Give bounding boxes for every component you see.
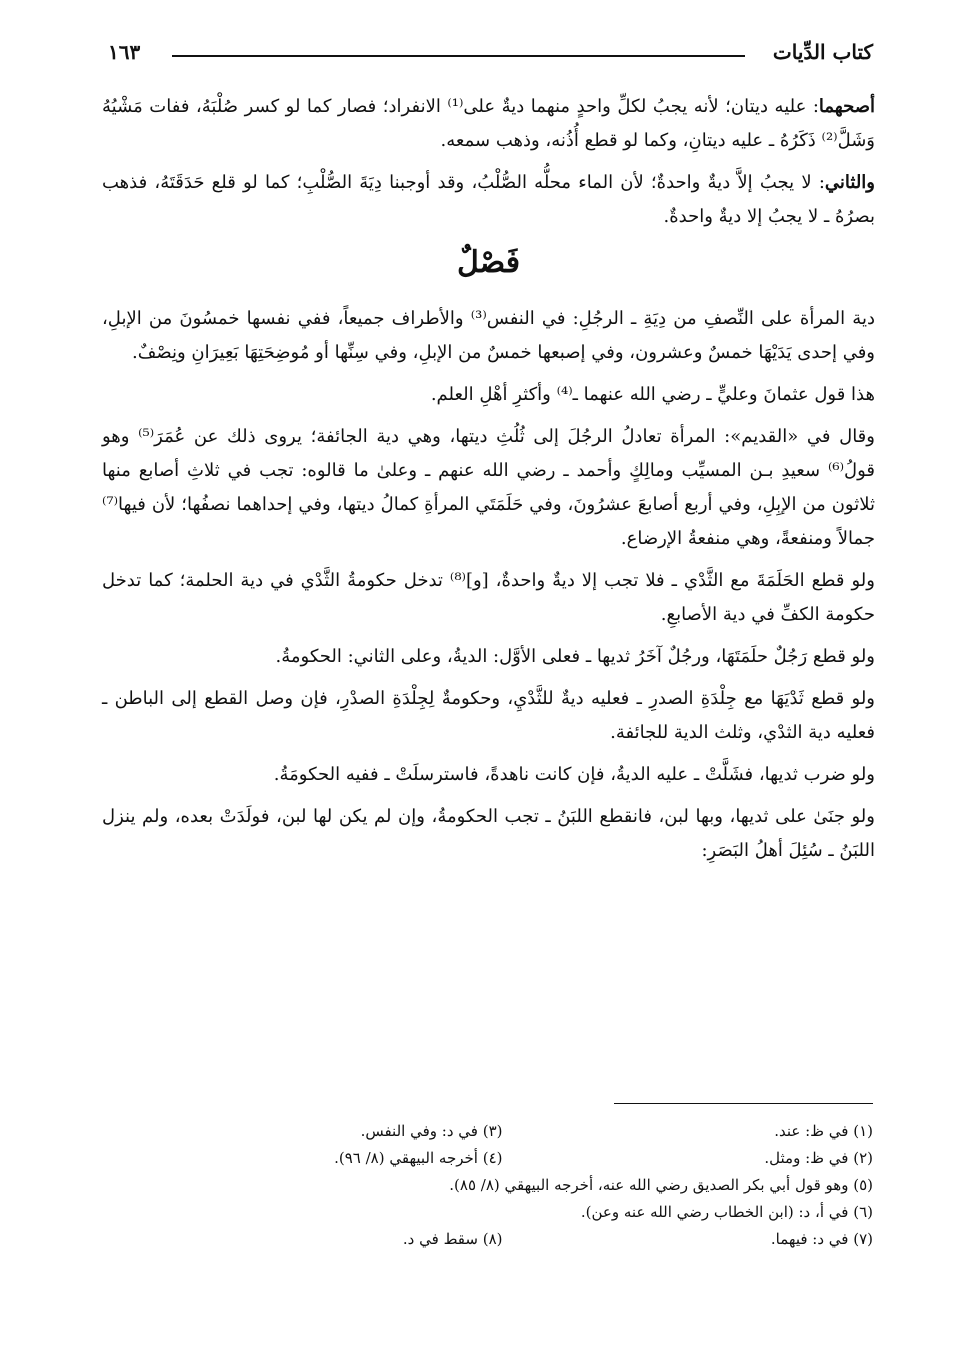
paragraph xyxy=(102,166,875,234)
header-rule xyxy=(172,55,745,57)
paragraph-text: : لا يجبُ إلاَّ ديةٌ واحدةٌ؛ لأن الماء محلُّه الصُّلْبُ، وقد أوجبنا دِيَةَ الصُّلْبِ؛ كما لو قلع حَدَقَتَهُ، فذهب بصرُهُ ـ لا يجبُ إلا ديةٌ واحدةٌ. xyxy=(102,172,875,227)
footnote-row xyxy=(132,1226,873,1253)
paragraph-text: : عليه ديتان؛ لأنه يجبُ لكلِّ واحدٍ منهما ديةٌ على⁽¹⁾ الانفراد؛ فصار كما لو كسر صُلْبَهُ، ففات مَشْيُهُ وَشَلَّ⁽²⁾ ذَكَرُهُ ـ عليه ديتانِ، وكما لو قطع أُذُنه، وذهب سمعه. xyxy=(102,96,875,151)
footnote: (٨) سقط في د. xyxy=(402,1230,503,1248)
footnote: (٥) وهو قول أبي بكر الصديق رضي الله عنه، أخرجه البيهقي (٨/ ٨٥). xyxy=(449,1176,873,1194)
paragraph-lead: والثاني xyxy=(824,172,875,193)
footnote: (١) في ظ: عند. xyxy=(774,1122,873,1140)
page-header xyxy=(108,38,873,74)
running-title: كتاب الدِّيات xyxy=(772,40,873,64)
footnote: (٧) في د: فيهما. xyxy=(770,1230,873,1248)
paragraph: ولو قطع رَجُلٌ حلَمَتَهَا، ورجُلٌ آخَرُ ثديها ـ فعلى الأوَّل: الديةُ، وعلى الثاني: الحكومةُ. xyxy=(275,646,875,667)
paragraph: ولو جنَىٰ على ثديها، وبها لبن، فانقطع اللبَنُ ـ تجب الحكومةُ، وإن لم يكن لها لبن، فولَدَتْ بعده، ولم ينزل اللبَنُ ـ سُئِلَ أهلُ البَصَرِ: xyxy=(102,806,875,861)
footnote: (٤) أخرجه البيهقي (٨/ ٩٦). xyxy=(334,1149,503,1167)
footnotes xyxy=(132,1118,873,1253)
paragraph: ولو ضرب ثديها، فشَلَّتْ ـ عليه الديةُ، فإن كانت ناهدةً، فاسترسلَتْ ـ ففيه الحكومَةُ. xyxy=(273,764,875,785)
footnote: (٣) في د: وفي النفس. xyxy=(360,1122,503,1140)
paragraph: ولو قطع ثَدْيَهَا مع جِلْدَةِ الصدرِ ـ فعليه ديةٌ للثَّدْيِ، وحكومةٌ لِجِلْدَةِ الصدْرِ، فإن وصل القطع إلى الباطن ـ فعليه دية الثدْي، وثلث الدية للجائفة. xyxy=(102,688,875,743)
section-heading: فَصْلٌ xyxy=(456,245,521,280)
page-number: ١٦٣ xyxy=(108,40,141,64)
footnote: (٦) في أ، د: (ابن الخطاب رضي الله عنه وعن). xyxy=(580,1203,873,1221)
footnote-row xyxy=(132,1118,873,1145)
paragraph xyxy=(102,90,875,158)
body-text xyxy=(102,90,875,876)
paragraph-lead: أصحهما xyxy=(818,96,875,117)
paragraph: وقال في «القديم»: المرأة تعادلُ الرجُلَ إلى ثُلُثِ ديتها، وهي دية الجائفة؛ يروى ذلك عن عُمَرَ⁽⁵⁾ وهو قولُ⁽⁶⁾ سعيدِ بـن المسيِّب ومالِكٍ وأحمد ـ رضي الله عنهم ـ وعلىٰ ما قالوه: تجب في ثلاثِ أصابع منها ثلاثون من الإبِلِ، وفي أربع أصابعَ عشرُونَ، وفي حَلَمَتَي المرأةِ كمالُ ديتها، وفي إحداهما نصفُها؛ لأن فيها⁽⁷⁾ جمالاً ومنفعةً، وهي منفعةُ الإرضاع. xyxy=(102,426,875,549)
footnote-row xyxy=(132,1145,873,1172)
paragraph: دية المرأة على النِّصفِ من دِيَةِ ـ الرجُلِ: في النفس⁽³⁾ والأطراف جميعاً، ففي نفسها خمسُونَ من الإبلِ، وفي إحدى يَدَيْهَا خمسٌ وعشرون، وفي إصبعها خمسٌ من الإبلِ، وفي سِنِّها أو مُوضِحَتِهَا بَعِيرَانِ ونِصْفٌ. xyxy=(102,308,875,363)
paragraph: ولو قطع الحَلَمَةَ مع الثَّدْي ـ فلا تجب إلا ديةٌ واحدةٌ، [و]⁽⁸⁾ تدخل حكومةُ الثَّدْي في دية الحلمة؛ كما تدخل حكومة الكفِّ في دية الأصابعِ. xyxy=(102,570,875,625)
footnote: (٢) في ظ: ومثل. xyxy=(764,1149,873,1167)
paragraph: هذا قول عثمانَ وعليٍّ ـ رضي الله عنهما ـ⁽⁴⁾ وأكثرِ أهْلِ العلم. xyxy=(430,384,875,405)
footnote-rule xyxy=(614,1103,873,1104)
